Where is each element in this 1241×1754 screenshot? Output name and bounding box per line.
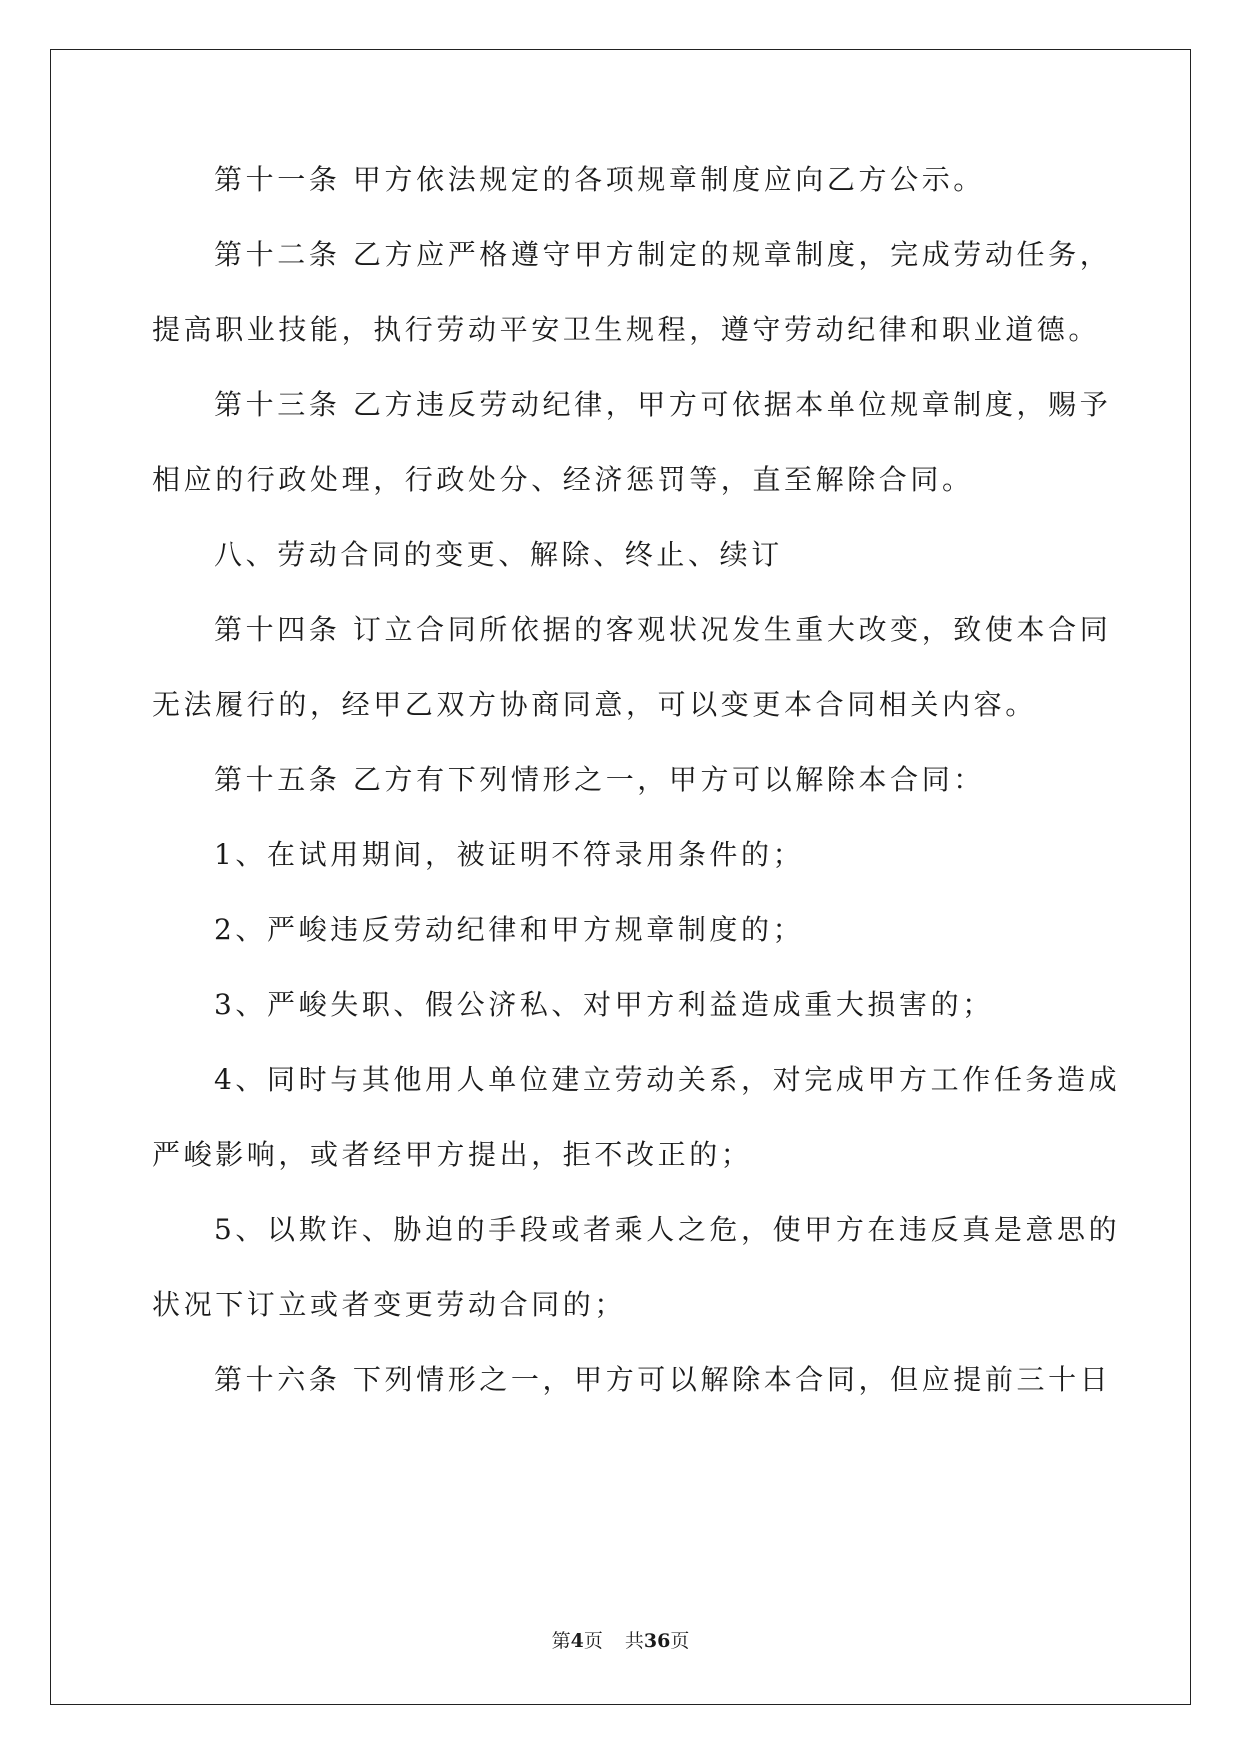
paragraph-line: 相应的行政处理，行政处分、经济惩罚等，直至解除合同。 [152, 463, 974, 496]
list-item: 2、严峻违反劳动纪律和甲方规章制度的； [214, 913, 805, 946]
list-item: 1、在试用期间，被证明不符录用条件的； [214, 838, 805, 871]
paragraph-line: 第十四条 订立合同所依据的客观状况发生重大改变，致使本合同 [214, 613, 1112, 646]
list-item: 3、严峻失职、假公济私、对甲方利益造成重大损害的； [214, 988, 994, 1021]
total-prefix: 共 [624, 1630, 644, 1652]
page-suffix: 页 [583, 1630, 603, 1652]
page-number: 4 [570, 1630, 584, 1652]
paragraph-line: 第十六条 下列情形之一，甲方可以解除本合同，但应提前三十日 [214, 1363, 1112, 1396]
paragraph-line: 无法履行的，经甲乙双方协商同意，可以变更本合同相关内容。 [152, 688, 1037, 721]
page-prefix: 第 [551, 1630, 571, 1652]
paragraph-line: 提高职业技能，执行劳动平安卫生规程，遵守劳动纪律和职业道德。 [152, 313, 1101, 346]
paragraph-line: 第十三条 乙方违反劳动纪律，甲方可依据本单位规章制度，赐予 [214, 388, 1112, 421]
paragraph-line: 第十二条 乙方应严格遵守甲方制定的规章制度，完成劳动任务， [214, 238, 1112, 271]
total-suffix: 页 [670, 1630, 690, 1652]
paragraph-line: 第十五条 乙方有下列情形之一，甲方可以解除本合同： [214, 763, 985, 796]
page-border [50, 49, 1191, 1705]
list-item: 5、以欺诈、胁迫的手段或者乘人之危，使甲方在违反真是意思的 [214, 1213, 1121, 1246]
list-item: 4、同时与其他用人单位建立劳动关系，对完成甲方工作任务造成 [214, 1063, 1121, 1096]
total-pages: 36 [643, 1630, 671, 1652]
list-item-continuation: 状况下订立或者变更劳动合同的； [152, 1288, 627, 1321]
list-item-continuation: 严峻影响，或者经甲方提出，拒不改正的； [152, 1138, 753, 1171]
page-footer [0, 1626, 1241, 1653]
section-heading: 八、劳动合同的变更、解除、终止、续订 [214, 538, 783, 571]
paragraph-line: 第十一条 甲方依法规定的各项规章制度应向乙方公示。 [214, 163, 985, 196]
